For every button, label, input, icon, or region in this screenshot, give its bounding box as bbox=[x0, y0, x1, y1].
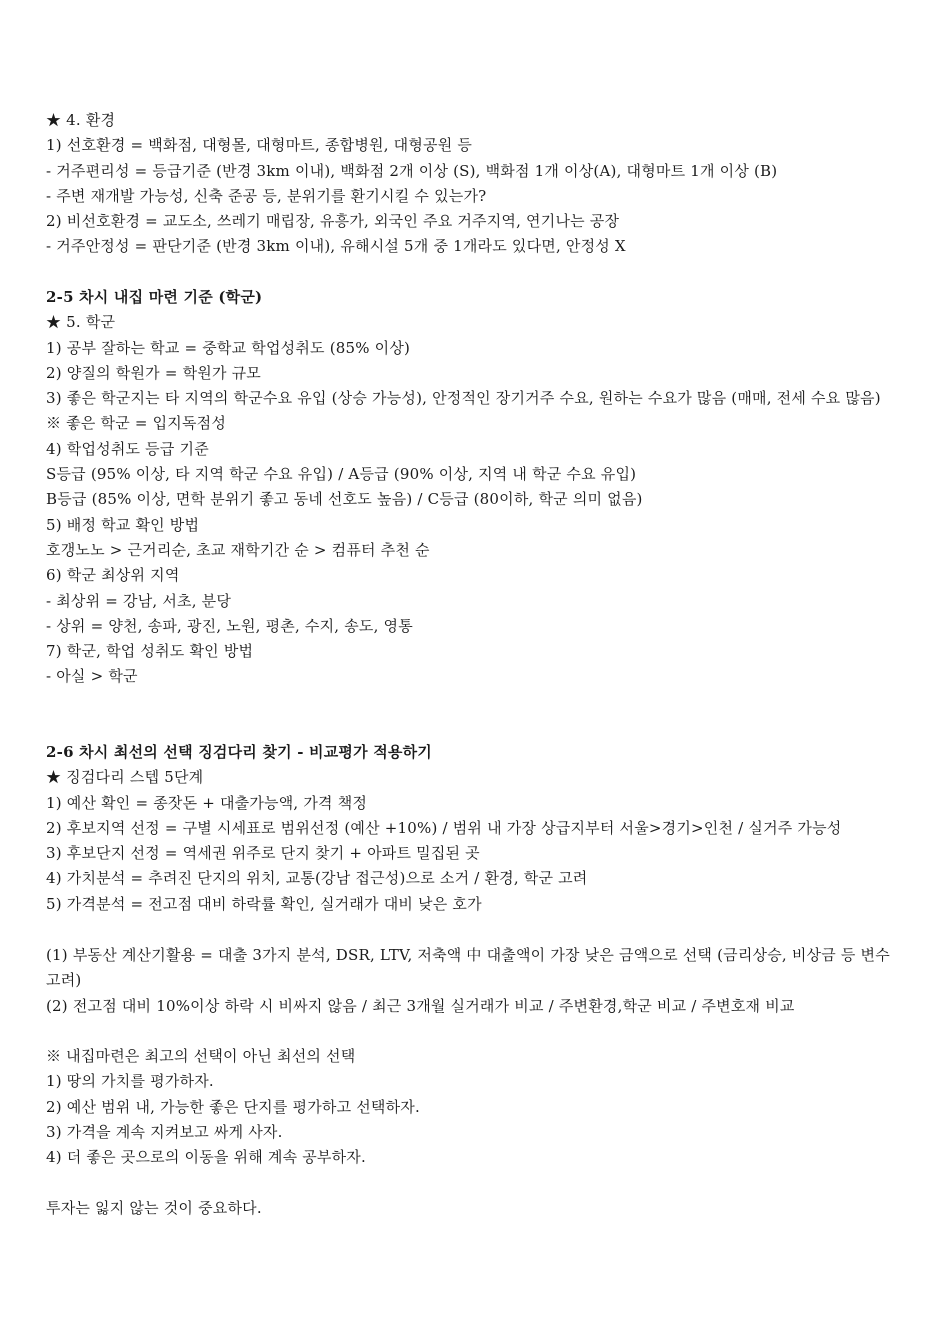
env-title: ★ 4. 환경 bbox=[46, 111, 116, 129]
closing-section bbox=[46, 1196, 902, 1221]
school-line: - 아실 > 학군 bbox=[46, 667, 138, 686]
final-line: 3) 가격을 계속 지켜보고 싸게 사자. bbox=[46, 1122, 283, 1141]
env-line: - 거주안정성 = 판단기준 (반경 3km 이내), 유해시설 5개 중 1개라도 있다면, 안정성 X bbox=[46, 237, 626, 256]
school-line: B등급 (85% 이상, 면학 분위기 좋고 동네 선호도 높음) / C등급 (80이하, 학군 의미 없음) bbox=[46, 490, 643, 509]
env-line: 2) 비선호환경 = 교도소, 쓰레기 매립장, 유흥가, 외국인 주요 거주지역, 연기나는 공장 bbox=[46, 212, 620, 231]
school-line: 1) 공부 잘하는 학교 = 중학교 학업성취도 (85% 이상) bbox=[46, 338, 411, 357]
school-line: 2) 양질의 학원가 = 학원가 규모 bbox=[46, 363, 261, 382]
final-line: 2) 예산 범위 내, 가능한 좋은 단지를 평가하고 선택하자. bbox=[46, 1097, 420, 1116]
school-note: ※ 좋은 학군 = 입지독점성 bbox=[46, 414, 227, 433]
environment-section bbox=[46, 108, 902, 260]
school-line: 6) 학군 최상위 지역 bbox=[46, 566, 180, 585]
steps-line: 3) 후보단지 선정 = 역세권 위주로 단지 찾기 + 아파트 밀집된 곳 bbox=[46, 844, 480, 863]
school-line: 7) 학군, 학업 성취도 확인 방법 bbox=[46, 642, 254, 661]
school-paragraph: 3) 좋은 학군지는 타 지역의 학군수요 유입 (상승 가능성), 안정적인 장기거주 수요, 원하는 수요가 많음 (매매, 전세 수요 많음) bbox=[46, 389, 881, 408]
school-line: - 상위 = 양천, 송파, 광진, 노원, 평촌, 수지, 송도, 영통 bbox=[46, 616, 413, 635]
stepping-stone-section bbox=[46, 740, 902, 917]
school-line: S등급 (95% 이상, 타 지역 학군 수요 유입) / A등급 (90% 이상, 지역 내 학군 수요 유입) bbox=[46, 465, 637, 484]
final-notes bbox=[46, 1044, 902, 1170]
school-line: - 최상위 = 강남, 서초, 분당 bbox=[46, 591, 232, 610]
env-line: - 거주편리성 = 등급기준 (반경 3km 이내), 백화점 2개 이상 (S), 백화점 1개 이상(A), 대형마트 1개 이상 (B) bbox=[46, 161, 778, 180]
env-line: - 주변 재개발 가능성, 신축 준공 등, 분위기를 환기시킬 수 있는가? bbox=[46, 186, 487, 205]
steps-line: 1) 예산 확인 = 종잣돈 + 대출가능액, 가격 책정 bbox=[46, 793, 368, 812]
school-line: 호갱노노 > 근거리순, 초교 재학기간 순 > 컴퓨터 추천 순 bbox=[46, 540, 430, 559]
calculator-notes bbox=[46, 943, 902, 1019]
steps-line: 2) 후보지역 선정 = 구별 시세표로 범위선정 (예산 +10%) / 범위 내 가장 상급지부터 서울>경기>인천 / 실거주 가능성 bbox=[46, 818, 842, 837]
final-line: 1) 땅의 가치를 평가하자. bbox=[46, 1072, 214, 1091]
school-title: ★ 5. 학군 bbox=[46, 313, 116, 332]
closing-line: 투자는 잃지 않는 것이 중요하다. bbox=[46, 1199, 262, 1217]
school-line: 5) 배정 학교 확인 방법 bbox=[46, 515, 200, 534]
school-line: 4) 학업성취도 등급 기준 bbox=[46, 439, 209, 458]
env-line: 1) 선호환경 = 백화점, 대형몰, 대형마트, 종합병원, 대형공원 등 bbox=[46, 136, 473, 155]
school-district-section bbox=[46, 285, 902, 690]
final-note-title: ※ 내집마련은 최고의 선택이 아닌 최선의 선택 bbox=[46, 1047, 356, 1065]
steps-title: ★ 징검다리 스텝 5단계 bbox=[46, 768, 204, 787]
section-heading: 2-5 차시 내집 마련 기준 (학군) bbox=[46, 288, 263, 306]
calc-paragraph: (1) 부동산 계산기활용 = 대출 3가지 분석, DSR, LTV, 저축액 中 대출액이 가장 낮은 금액으로 선택 (금리상승, 비상금 등 변수 고려) bbox=[46, 946, 890, 990]
steps-line: 4) 가치분석 = 추려진 단지의 위치, 교통(강남 접근성)으로 소거 / 환경, 학군 고려 bbox=[46, 869, 588, 888]
final-line: 4) 더 좋은 곳으로의 이동을 위해 계속 공부하자. bbox=[46, 1148, 366, 1167]
steps-line: 5) 가격분석 = 전고점 대비 하락률 확인, 실거래가 대비 낮은 호가 bbox=[46, 894, 482, 913]
calc-line: (2) 전고점 대비 10%이상 하락 시 비싸지 않음 / 최근 3개월 실거래가 비교 / 주변환경,학군 비교 / 주변호재 비교 bbox=[46, 996, 795, 1015]
section-heading: 2-6 차시 최선의 선택 징검다리 찾기 - 비교평가 적용하기 bbox=[46, 743, 432, 761]
